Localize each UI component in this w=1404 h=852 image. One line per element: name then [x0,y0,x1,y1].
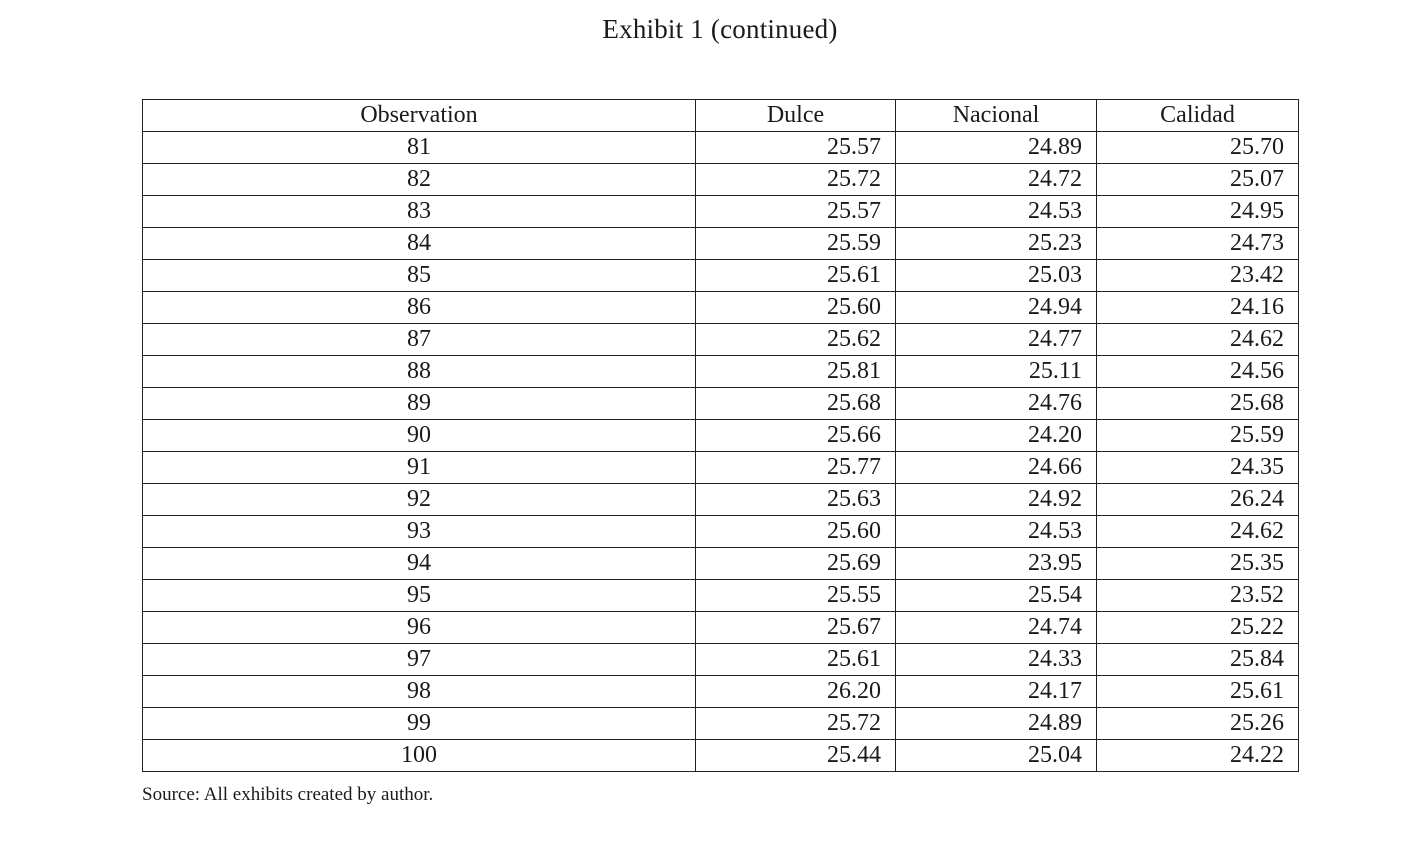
cell-observation: 82 [143,164,696,196]
cell-nacional: 25.54 [896,580,1097,612]
cell-dulce: 25.57 [696,196,896,228]
cell-dulce: 25.72 [696,708,896,740]
source-note: Source: All exhibits created by author. [142,784,434,805]
table-row [143,228,1299,260]
table-row [143,292,1299,324]
data-table [142,99,1299,772]
table-row [143,484,1299,516]
cell-dulce: 25.57 [696,132,896,164]
cell-nacional: 24.17 [896,676,1097,708]
column-header-nacional: Nacional [896,100,1097,132]
cell-observation: 97 [143,644,696,676]
cell-calidad: 25.84 [1097,644,1299,676]
table-row [143,548,1299,580]
cell-nacional: 24.89 [896,132,1097,164]
table-header-row [143,100,1299,132]
cell-dulce: 25.44 [696,740,896,772]
cell-calidad: 24.62 [1097,324,1299,356]
cell-observation: 91 [143,452,696,484]
cell-observation: 96 [143,612,696,644]
cell-dulce: 25.55 [696,580,896,612]
cell-dulce: 25.67 [696,612,896,644]
cell-nacional: 24.53 [896,516,1097,548]
cell-dulce: 25.61 [696,260,896,292]
column-header-observation: Observation [143,100,696,132]
table-row [143,516,1299,548]
cell-nacional: 24.89 [896,708,1097,740]
cell-dulce: 25.69 [696,548,896,580]
cell-observation: 85 [143,260,696,292]
cell-calidad: 23.52 [1097,580,1299,612]
cell-calidad: 24.56 [1097,356,1299,388]
cell-observation: 86 [143,292,696,324]
cell-calidad: 25.68 [1097,388,1299,420]
table-row [143,644,1299,676]
cell-calidad: 25.26 [1097,708,1299,740]
table-row [143,612,1299,644]
table-row [143,388,1299,420]
table-row [143,580,1299,612]
table-row [143,260,1299,292]
cell-observation: 100 [143,740,696,772]
cell-observation: 90 [143,420,696,452]
table-row [143,676,1299,708]
cell-dulce: 25.62 [696,324,896,356]
cell-dulce: 25.60 [696,292,896,324]
cell-nacional: 25.03 [896,260,1097,292]
table-row [143,708,1299,740]
cell-calidad: 24.95 [1097,196,1299,228]
cell-nacional: 24.66 [896,452,1097,484]
cell-nacional: 24.33 [896,644,1097,676]
cell-nacional: 25.11 [896,356,1097,388]
cell-observation: 87 [143,324,696,356]
cell-calidad: 25.59 [1097,420,1299,452]
cell-nacional: 24.74 [896,612,1097,644]
cell-observation: 95 [143,580,696,612]
cell-calidad: 25.22 [1097,612,1299,644]
table-row [143,164,1299,196]
cell-dulce: 25.59 [696,228,896,260]
cell-observation: 81 [143,132,696,164]
cell-dulce: 25.63 [696,484,896,516]
column-header-dulce: Dulce [696,100,896,132]
table-row [143,452,1299,484]
table-row [143,196,1299,228]
cell-calidad: 24.73 [1097,228,1299,260]
cell-calidad: 24.22 [1097,740,1299,772]
cell-observation: 84 [143,228,696,260]
cell-observation: 98 [143,676,696,708]
cell-dulce: 25.66 [696,420,896,452]
cell-calidad: 24.16 [1097,292,1299,324]
cell-observation: 83 [143,196,696,228]
table-row [143,324,1299,356]
cell-nacional: 25.04 [896,740,1097,772]
cell-dulce: 25.77 [696,452,896,484]
cell-dulce: 26.20 [696,676,896,708]
cell-calidad: 25.35 [1097,548,1299,580]
cell-observation: 94 [143,548,696,580]
cell-dulce: 25.72 [696,164,896,196]
table-row [143,420,1299,452]
cell-nacional: 24.77 [896,324,1097,356]
cell-dulce: 25.61 [696,644,896,676]
cell-dulce: 25.68 [696,388,896,420]
cell-nacional: 24.72 [896,164,1097,196]
cell-calidad: 24.62 [1097,516,1299,548]
cell-dulce: 25.60 [696,516,896,548]
cell-dulce: 25.81 [696,356,896,388]
page-title: Exhibit 1 (continued) [602,14,838,44]
cell-observation: 99 [143,708,696,740]
cell-observation: 88 [143,356,696,388]
cell-nacional: 24.53 [896,196,1097,228]
cell-calidad: 24.35 [1097,452,1299,484]
cell-calidad: 23.42 [1097,260,1299,292]
cell-nacional: 25.23 [896,228,1097,260]
table-row [143,740,1299,772]
cell-observation: 92 [143,484,696,516]
cell-calidad: 25.61 [1097,676,1299,708]
column-header-calidad: Calidad [1097,100,1299,132]
table-body [143,132,1299,772]
cell-observation: 93 [143,516,696,548]
cell-calidad: 26.24 [1097,484,1299,516]
cell-nacional: 23.95 [896,548,1097,580]
cell-nacional: 24.92 [896,484,1097,516]
cell-nacional: 24.76 [896,388,1097,420]
table-row [143,132,1299,164]
cell-calidad: 25.70 [1097,132,1299,164]
table-row [143,356,1299,388]
cell-calidad: 25.07 [1097,164,1299,196]
cell-nacional: 24.94 [896,292,1097,324]
cell-nacional: 24.20 [896,420,1097,452]
cell-observation: 89 [143,388,696,420]
